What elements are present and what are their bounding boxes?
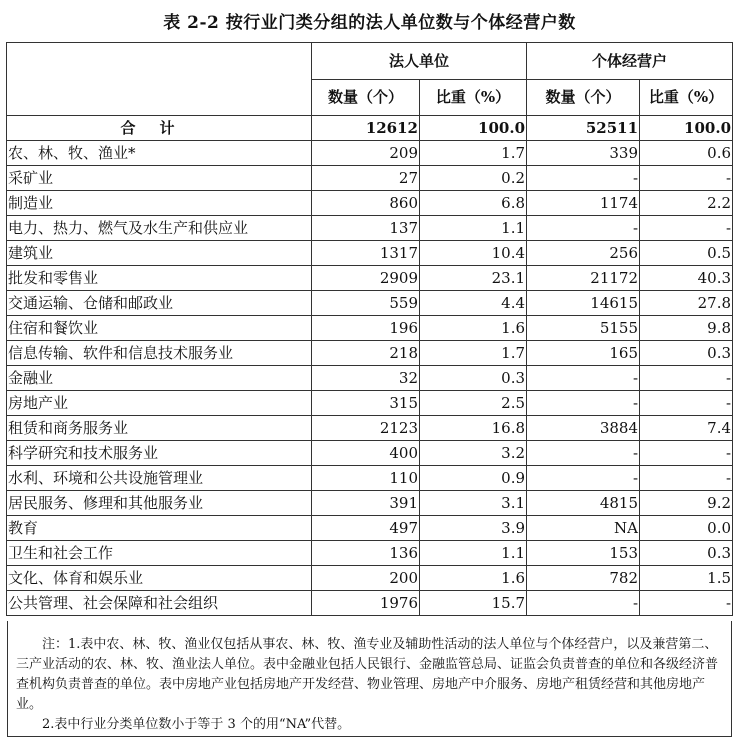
individual-share-cell: 40.3 xyxy=(640,266,733,291)
legal-count-cell: 137 xyxy=(312,216,420,241)
table-row xyxy=(7,291,733,316)
individual-count-cell: 256 xyxy=(527,241,640,266)
total-share-legal: 100.0 xyxy=(420,116,527,141)
legal-share-cell: 6.8 xyxy=(420,191,527,216)
header-blank-cell xyxy=(7,43,312,116)
legal-count-cell: 218 xyxy=(312,341,420,366)
total-label: 合计 xyxy=(7,116,312,141)
individual-count-cell: - xyxy=(527,366,640,391)
legal-share-cell: 1.1 xyxy=(420,541,527,566)
header-share-individual: 比重（%） xyxy=(640,80,733,116)
legal-count-cell: 2909 xyxy=(312,266,420,291)
individual-share-cell: - xyxy=(640,366,733,391)
table-row xyxy=(7,241,733,266)
industry-name-cell: 建筑业 xyxy=(7,241,312,266)
table-row xyxy=(7,541,733,566)
notes-box xyxy=(7,621,732,737)
legal-share-cell: 1.6 xyxy=(420,316,527,341)
table-row xyxy=(7,391,733,416)
industry-name-cell: 文化、体育和娱乐业 xyxy=(7,566,312,591)
legal-count-cell: 559 xyxy=(312,291,420,316)
legal-share-cell: 3.2 xyxy=(420,441,527,466)
individual-count-cell: - xyxy=(527,466,640,491)
legal-share-cell: 1.7 xyxy=(420,141,527,166)
industry-name-cell: 卫生和社会工作 xyxy=(7,541,312,566)
legal-count-cell: 1317 xyxy=(312,241,420,266)
industry-name-cell: 教育 xyxy=(7,516,312,541)
note-1: 注：1.表中农、林、牧、渔业仅包括从事农、林、牧、渔专业及辅助性活动的法人单位与个体经营户，以及兼营第二、三产业活动的农、林、牧、渔业法人单位。表中金融业包括人民银行、金融监管总局、证监会负责普查的单位和各级经济普查机构负责普查的单位。表中房地产业包括房地产开发经营、物业管理、房地产中介服务、房地产租赁经营和其他房地产业。 xyxy=(16,637,719,712)
individual-count-cell: - xyxy=(527,441,640,466)
total-row xyxy=(7,116,733,141)
individual-count-cell: - xyxy=(527,216,640,241)
individual-share-cell: - xyxy=(640,216,733,241)
individual-share-cell: - xyxy=(640,466,733,491)
header-legal-units: 法人单位 xyxy=(312,43,527,80)
individual-count-cell: - xyxy=(527,166,640,191)
table-row xyxy=(7,591,733,616)
legal-share-cell: 0.9 xyxy=(420,466,527,491)
legal-count-cell: 400 xyxy=(312,441,420,466)
table-row xyxy=(7,491,733,516)
industry-name-cell: 采矿业 xyxy=(7,166,312,191)
individual-share-cell: - xyxy=(640,441,733,466)
industry-name-cell: 批发和零售业 xyxy=(7,266,312,291)
legal-count-cell: 315 xyxy=(312,391,420,416)
legal-count-cell: 1976 xyxy=(312,591,420,616)
legal-count-cell: 136 xyxy=(312,541,420,566)
industry-name-cell: 科学研究和技术服务业 xyxy=(7,441,312,466)
individual-share-cell: 1.5 xyxy=(640,566,733,591)
table-row xyxy=(7,216,733,241)
table-row xyxy=(7,266,733,291)
individual-count-cell: 165 xyxy=(527,341,640,366)
individual-share-cell: 0.0 xyxy=(640,516,733,541)
legal-share-cell: 1.1 xyxy=(420,216,527,241)
individual-count-cell: 3884 xyxy=(527,416,640,441)
legal-share-cell: 10.4 xyxy=(420,241,527,266)
legal-share-cell: 15.7 xyxy=(420,591,527,616)
industry-name-cell: 农、林、牧、渔业* xyxy=(7,141,312,166)
table-row xyxy=(7,366,733,391)
legal-share-cell: 4.4 xyxy=(420,291,527,316)
industry-name-cell: 交通运输、仓储和邮政业 xyxy=(7,291,312,316)
individual-count-cell: 339 xyxy=(527,141,640,166)
individual-share-cell: 0.5 xyxy=(640,241,733,266)
legal-count-cell: 209 xyxy=(312,141,420,166)
individual-share-cell: 0.3 xyxy=(640,341,733,366)
legal-count-cell: 32 xyxy=(312,366,420,391)
individual-share-cell: - xyxy=(640,391,733,416)
industry-name-cell: 住宿和餐饮业 xyxy=(7,316,312,341)
legal-share-cell: 1.6 xyxy=(420,566,527,591)
individual-share-cell: - xyxy=(640,166,733,191)
table-row xyxy=(7,466,733,491)
legal-share-cell: 0.3 xyxy=(420,366,527,391)
legal-count-cell: 2123 xyxy=(312,416,420,441)
table-row xyxy=(7,566,733,591)
individual-count-cell: 5155 xyxy=(527,316,640,341)
total-share-individual: 100.0 xyxy=(640,116,733,141)
individual-share-cell: 7.4 xyxy=(640,416,733,441)
individual-count-cell: - xyxy=(527,391,640,416)
legal-share-cell: 1.7 xyxy=(420,341,527,366)
individual-count-cell: 21172 xyxy=(527,266,640,291)
industry-name-cell: 信息传输、软件和信息技术服务业 xyxy=(7,341,312,366)
table-row xyxy=(7,416,733,441)
legal-share-cell: 16.8 xyxy=(420,416,527,441)
legal-count-cell: 27 xyxy=(312,166,420,191)
legal-count-cell: 110 xyxy=(312,466,420,491)
individual-share-cell: 9.8 xyxy=(640,316,733,341)
individual-count-cell: 1174 xyxy=(527,191,640,216)
individual-share-cell: 0.6 xyxy=(640,141,733,166)
individual-count-cell: NA xyxy=(527,516,640,541)
total-count-legal: 12612 xyxy=(312,116,420,141)
industry-name-cell: 金融业 xyxy=(7,366,312,391)
industry-name-cell: 公共管理、社会保障和社会组织 xyxy=(7,591,312,616)
legal-count-cell: 860 xyxy=(312,191,420,216)
industry-name-cell: 租赁和商务服务业 xyxy=(7,416,312,441)
statistics-table xyxy=(6,42,733,616)
legal-share-cell: 3.1 xyxy=(420,491,527,516)
individual-share-cell: - xyxy=(640,591,733,616)
legal-share-cell: 0.2 xyxy=(420,166,527,191)
individual-share-cell: 27.8 xyxy=(640,291,733,316)
legal-count-cell: 391 xyxy=(312,491,420,516)
individual-share-cell: 9.2 xyxy=(640,491,733,516)
individual-count-cell: 153 xyxy=(527,541,640,566)
industry-name-cell: 水利、环境和公共设施管理业 xyxy=(7,466,312,491)
table-row xyxy=(7,516,733,541)
industry-name-cell: 电力、热力、燃气及水生产和供应业 xyxy=(7,216,312,241)
legal-share-cell: 2.5 xyxy=(420,391,527,416)
industry-name-cell: 制造业 xyxy=(7,191,312,216)
individual-count-cell: 782 xyxy=(527,566,640,591)
header-share-legal: 比重（%） xyxy=(420,80,527,116)
table-row xyxy=(7,441,733,466)
legal-count-cell: 200 xyxy=(312,566,420,591)
header-count-individual: 数量（个） xyxy=(527,80,640,116)
individual-count-cell: 14615 xyxy=(527,291,640,316)
table-row xyxy=(7,141,733,166)
individual-count-cell: - xyxy=(527,591,640,616)
legal-count-cell: 196 xyxy=(312,316,420,341)
legal-count-cell: 497 xyxy=(312,516,420,541)
header-individual-households: 个体经营户 xyxy=(527,43,733,80)
header-count-legal: 数量（个） xyxy=(312,80,420,116)
table-title: 表 2-2 按行业门类分组的法人单位数与个体经营户数 xyxy=(163,13,576,33)
legal-share-cell: 3.9 xyxy=(420,516,527,541)
table-row xyxy=(7,341,733,366)
table-row xyxy=(7,191,733,216)
individual-share-cell: 2.2 xyxy=(640,191,733,216)
individual-share-cell: 0.3 xyxy=(640,541,733,566)
industry-name-cell: 居民服务、修理和其他服务业 xyxy=(7,491,312,516)
total-count-individual: 52511 xyxy=(527,116,640,141)
industry-name-cell: 房地产业 xyxy=(7,391,312,416)
legal-share-cell: 23.1 xyxy=(420,266,527,291)
table-row xyxy=(7,316,733,341)
table-row xyxy=(7,166,733,191)
individual-count-cell: 4815 xyxy=(527,491,640,516)
note-2: 2.表中行业分类单位数小于等于 3 个的用“NA”代替。 xyxy=(42,717,351,732)
